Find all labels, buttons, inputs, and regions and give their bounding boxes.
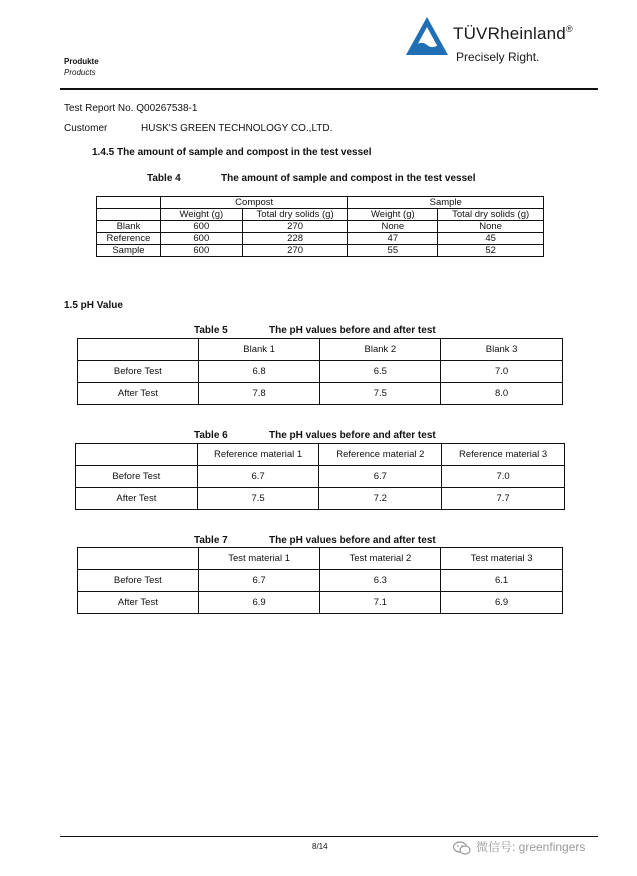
table6-cell: 7.2 xyxy=(319,488,442,510)
table4-subheader: Total dry solids (g) xyxy=(438,209,544,221)
table4-cell: 45 xyxy=(438,233,544,245)
table-row xyxy=(78,592,563,614)
table6-row-label: Before Test xyxy=(76,466,198,488)
table5-col-header: Blank 2 xyxy=(320,339,441,361)
table4-corner xyxy=(97,197,161,209)
table4-cell: 270 xyxy=(242,245,348,257)
table4-cell: 270 xyxy=(242,221,348,233)
customer-name: HUSK'S GREEN TECHNOLOGY CO.,LTD. xyxy=(141,123,333,134)
table-row xyxy=(97,233,544,245)
table4-row-label: Blank xyxy=(97,221,161,233)
report-number: Test Report No. Q00267538-1 xyxy=(64,103,198,114)
table4-cell: None xyxy=(438,221,544,233)
table7-col-header: Test material 2 xyxy=(320,548,441,570)
table5-label: Table 5 xyxy=(194,325,228,336)
section-145-heading: 1.4.5 The amount of sample and compost in the test vessel xyxy=(92,147,372,158)
table7-cell: 6.9 xyxy=(441,592,563,614)
table5-header-row xyxy=(78,339,563,361)
table4-cell: 228 xyxy=(242,233,348,245)
table5-col-header: Blank 1 xyxy=(198,339,320,361)
table6-cell: 7.0 xyxy=(442,466,565,488)
table7-title: The pH values before and after test xyxy=(269,535,436,546)
table5-cell: 6.5 xyxy=(320,361,441,383)
table-row xyxy=(78,570,563,592)
table-row xyxy=(76,466,565,488)
table-row xyxy=(76,488,565,510)
table7-cell: 7.1 xyxy=(320,592,441,614)
table-row xyxy=(78,383,563,405)
table7-header-row xyxy=(78,548,563,570)
table6-cell: 7.5 xyxy=(197,488,319,510)
table4-title: The amount of sample and compost in the test vessel xyxy=(221,173,476,184)
table4-label: Table 4 xyxy=(147,173,181,184)
section-15-heading: 1.5 pH Value xyxy=(64,300,123,311)
table4-group-header-row xyxy=(97,197,544,209)
table6-title: The pH values before and after test xyxy=(269,430,436,441)
table-row xyxy=(78,361,563,383)
table7-col-header: Test material 3 xyxy=(441,548,563,570)
table7-cell: 6.1 xyxy=(441,570,563,592)
table5-row-label: After Test xyxy=(78,383,199,405)
table7-col-header: Test material 1 xyxy=(198,548,320,570)
table4-cell: None xyxy=(348,221,438,233)
table4-cell: 600 xyxy=(160,245,242,257)
table4-cell: 52 xyxy=(438,245,544,257)
table6-cell: 6.7 xyxy=(197,466,319,488)
table6-corner xyxy=(76,444,198,466)
table5-corner xyxy=(78,339,199,361)
tuv-triangle-icon xyxy=(405,16,449,56)
wechat-icon xyxy=(453,841,471,855)
table4-group-sample: Sample xyxy=(348,197,544,209)
page-number: 8/14 xyxy=(312,842,328,851)
table4-cell: 55 xyxy=(348,245,438,257)
table4-subheader: Weight (g) xyxy=(348,209,438,221)
table4-cell: 47 xyxy=(348,233,438,245)
table7-label: Table 7 xyxy=(194,535,228,546)
table6-col-header: Reference material 2 xyxy=(319,444,442,466)
table-7 xyxy=(77,547,563,614)
table5-cell: 8.0 xyxy=(441,383,563,405)
watermark xyxy=(453,838,585,855)
table5-cell: 6.8 xyxy=(198,361,320,383)
table4-corner-2 xyxy=(97,209,161,221)
table6-row-label: After Test xyxy=(76,488,198,510)
table4-row-label: Sample xyxy=(97,245,161,257)
table-4 xyxy=(96,196,544,257)
header-rule xyxy=(60,88,598,90)
table6-col-header: Reference material 3 xyxy=(442,444,565,466)
table4-cell: 600 xyxy=(160,221,242,233)
table-row xyxy=(97,245,544,257)
table5-cell: 7.8 xyxy=(198,383,320,405)
header-produkte: Produkte xyxy=(64,57,99,66)
table4-subheader: Total dry solids (g) xyxy=(242,209,348,221)
footer-rule xyxy=(60,836,598,837)
table4-cell: 600 xyxy=(160,233,242,245)
table6-cell: 7.7 xyxy=(442,488,565,510)
table-5 xyxy=(77,338,563,405)
table5-row-label: Before Test xyxy=(78,361,199,383)
table5-title: The pH values before and after test xyxy=(269,325,436,336)
table6-header-row xyxy=(76,444,565,466)
table5-cell: 7.5 xyxy=(320,383,441,405)
table7-cell: 6.9 xyxy=(198,592,320,614)
table6-cell: 6.7 xyxy=(319,466,442,488)
table7-row-label: Before Test xyxy=(78,570,199,592)
header-products: Products xyxy=(64,68,96,77)
customer-label: Customer xyxy=(64,123,108,134)
table-row xyxy=(97,221,544,233)
table5-col-header: Blank 3 xyxy=(441,339,563,361)
table7-cell: 6.7 xyxy=(198,570,320,592)
table4-row-label: Reference xyxy=(97,233,161,245)
table7-row-label: After Test xyxy=(78,592,199,614)
brand-name: TÜVRheinland® xyxy=(453,24,573,43)
table6-col-header: Reference material 1 xyxy=(197,444,319,466)
table4-group-compost: Compost xyxy=(160,197,348,209)
watermark-text: 微信号: greenfingers xyxy=(476,840,586,854)
table6-label: Table 6 xyxy=(194,430,228,441)
brand-tagline: Precisely Right. xyxy=(456,50,540,64)
table7-cell: 6.3 xyxy=(320,570,441,592)
table-6 xyxy=(75,443,565,510)
table7-corner xyxy=(78,548,199,570)
table4-subheader: Weight (g) xyxy=(160,209,242,221)
tuv-logo xyxy=(405,14,605,68)
table4-sub-header-row xyxy=(97,209,544,221)
table5-cell: 7.0 xyxy=(441,361,563,383)
